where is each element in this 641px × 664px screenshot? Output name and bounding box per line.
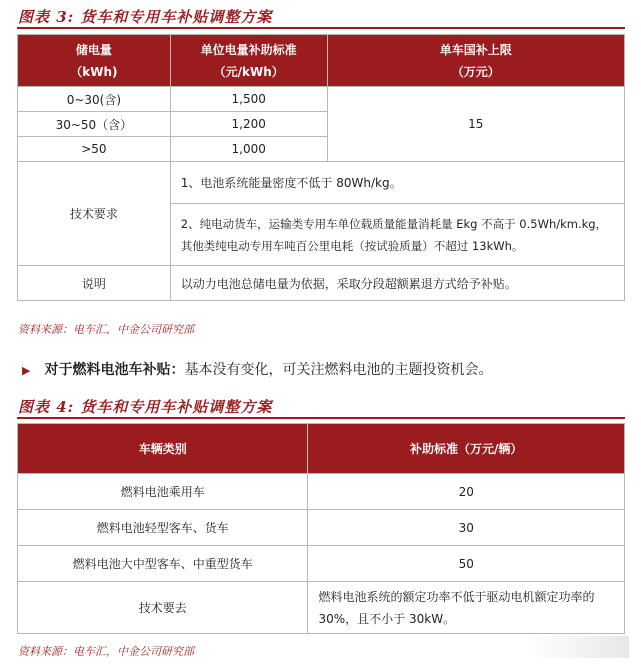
- fig3-title: 图表 3: 货车和专用车补贴调整方案: [18, 8, 273, 26]
- fig3-cap-cell: 15: [327, 87, 624, 162]
- fig4-category-cell: 燃料电池轻型客车、货车: [18, 510, 308, 546]
- fig4-amount-cell: 30: [308, 510, 625, 546]
- fig3-header-cap: 单车国补上限 （万元）: [327, 35, 624, 87]
- fig3-tech-label: 技术要求: [18, 162, 171, 266]
- watermark-logo: [529, 636, 629, 658]
- fig4-tech-text: 燃料电池系统的额定功率不低于驱动电机额定功率的 30%，且不小于 30kW。: [308, 582, 625, 634]
- fig3-rate-cell: 1,000: [170, 137, 327, 162]
- bullet-bold-text: 对于燃料电池车补贴：: [44, 362, 185, 378]
- fig3-source: 资料来源：电车汇，中金公司研究部: [18, 323, 194, 336]
- fig3-range-cell: 30~50（含）: [18, 112, 171, 137]
- fig4-amount-cell: 20: [308, 474, 625, 510]
- fig3-table: [17, 34, 625, 301]
- fig4-amount-cell: 50: [308, 546, 625, 582]
- fig4-source: 资料来源：电车汇，中金公司研究部: [18, 645, 194, 658]
- fig4-header-amount: 补助标准（万元/辆）: [308, 424, 625, 474]
- fig3-header-rate: 单位电量补助标准 （元/kWh）: [170, 35, 327, 87]
- fig4-category-cell: 燃料电池大中型客车、中重型货车: [18, 546, 308, 582]
- fig3-range-cell: 0~30(含): [18, 87, 171, 112]
- fig4-header-category: 车辆类别: [18, 424, 308, 474]
- fig4-tech-label: 技术要去: [18, 582, 308, 634]
- fig3-tech-item-2: 2、纯电动货车，运输类专用车单位载质量能量消耗量 Ekg 不高于 0.5Wh/km.kg， 其他类纯电动专用车吨百公里电耗（按试验质量）不超过 13kWh。: [170, 204, 624, 266]
- fig3-rate-cell: 1,500: [170, 87, 327, 112]
- fig4-table: [17, 423, 625, 634]
- fig3-note-label: 说明: [18, 266, 171, 301]
- fig3-header-capacity: 储电量 （kWh): [18, 35, 171, 87]
- fig4-title-rule: [17, 417, 625, 419]
- fig3-rate-cell: 1,200: [170, 112, 327, 137]
- fig4-title: 图表 4: 货车和专用车补贴调整方案: [18, 398, 273, 416]
- fig4-category-cell: 燃料电池乘用车: [18, 474, 308, 510]
- fig3-title-rule: [17, 27, 625, 29]
- fig3-range-cell: >50: [18, 137, 171, 162]
- fuel-cell-bullet: [22, 359, 492, 379]
- fig3-note-text: 以动力电池总储电量为依据，采取分段超额累退方式给予补贴。: [170, 266, 624, 301]
- bullet-arrow-icon: ▶: [22, 364, 31, 377]
- bullet-body-text: 基本没有变化，可关注燃料电池的主题投资机会。: [184, 362, 493, 378]
- fig3-tech-item-1: 1、电池系统能量密度不低于 80Wh/kg。: [170, 162, 624, 204]
